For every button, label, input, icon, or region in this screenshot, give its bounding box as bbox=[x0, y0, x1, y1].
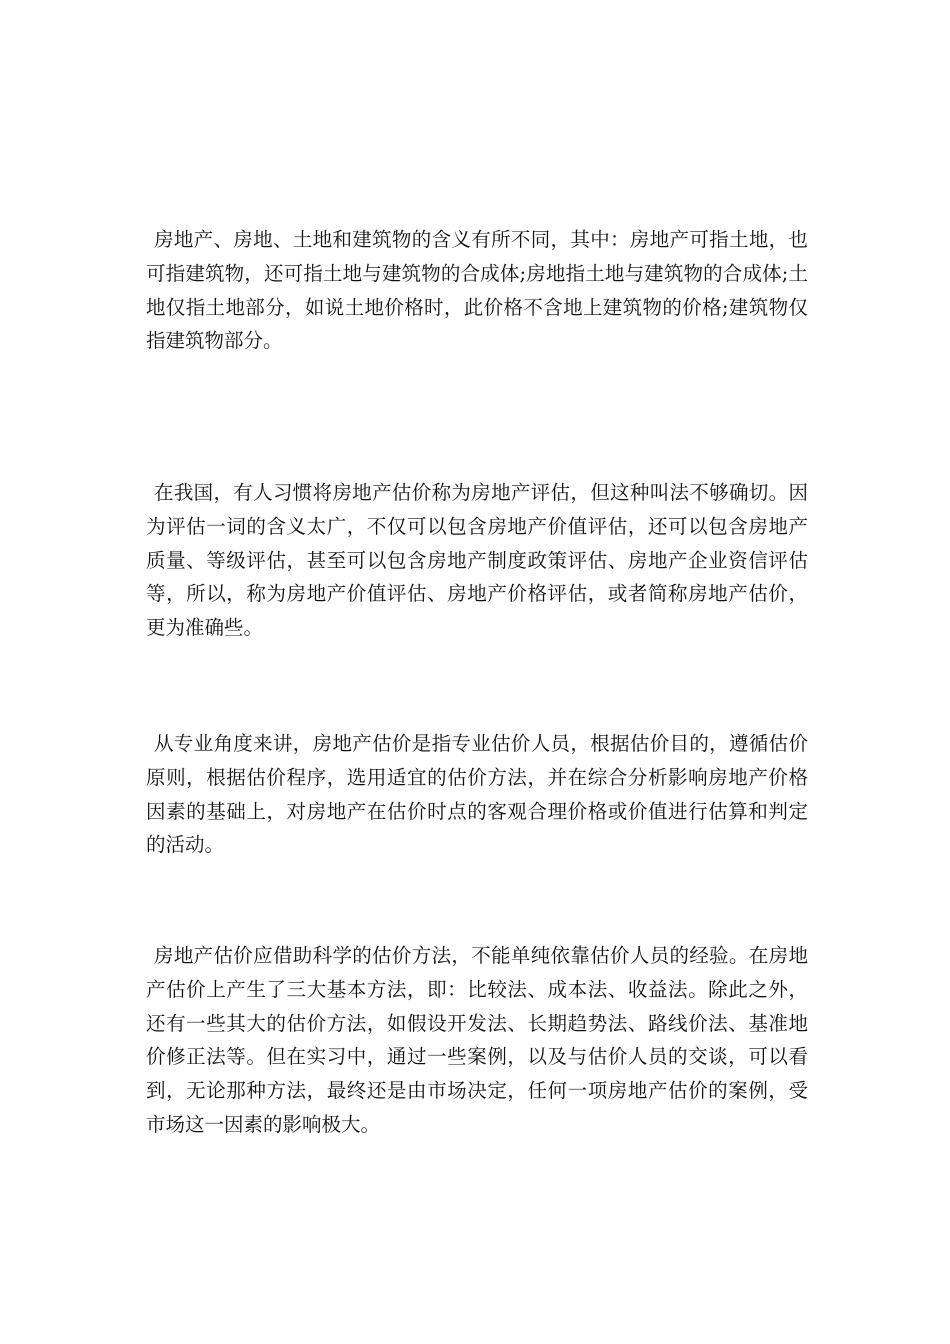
paragraph-professional-view: 从专业角度来讲，房地产估价是指专业估价人员，根据估价目的，遵循估价原则，根据估价程序，选用适宜的估价方法，并在综合分析影响房地产价格因素的基础上，对房地产在估价时点的客观合理价格或价值进行估算和判定的活动。 bbox=[146, 732, 808, 857]
paragraph-methods: 房地产估价应借助科学的估价方法，不能单纯依靠估价人员的经验。在房地产估价上产生了三大基本方法，即：比较法、成本法、收益法。除此之外，还有一些其大的估价方法，如假设开发法、长期趋势法、路线价法、基准地价修正法等。但在实习中，通过一些案例，以及与估价人员的交谈，可以看到，无论那种方法，最终还是由市场决定，任何一项房地产估价的案例，受市场这一因素的影响极大。 bbox=[146, 944, 808, 1136]
paragraph-definition: 房地产、房地、土地和建筑物的含义有所不同，其中：房地产可指土地，也可指建筑物，还可指土地与建筑物的合成体;房地指土地与建筑物的合成体;土地仅指土地部分，如说土地价格时，此价格不含地上建筑物的价格;建筑物仅指建筑物部分。 bbox=[146, 228, 808, 353]
paragraph-terminology: 在我国，有人习惯将房地产估价称为房地产评估，但这种叫法不够确切。因为评估一词的含义太广，不仅可以包含房地产价值评估，还可以包含房地产质量、等级评估，甚至可以包含房地产制度政策评估、房地产企业资信评估等，所以，称为房地产价值评估、房地产价格评估，或者简称房地产估价，更为准确些。 bbox=[146, 481, 808, 640]
